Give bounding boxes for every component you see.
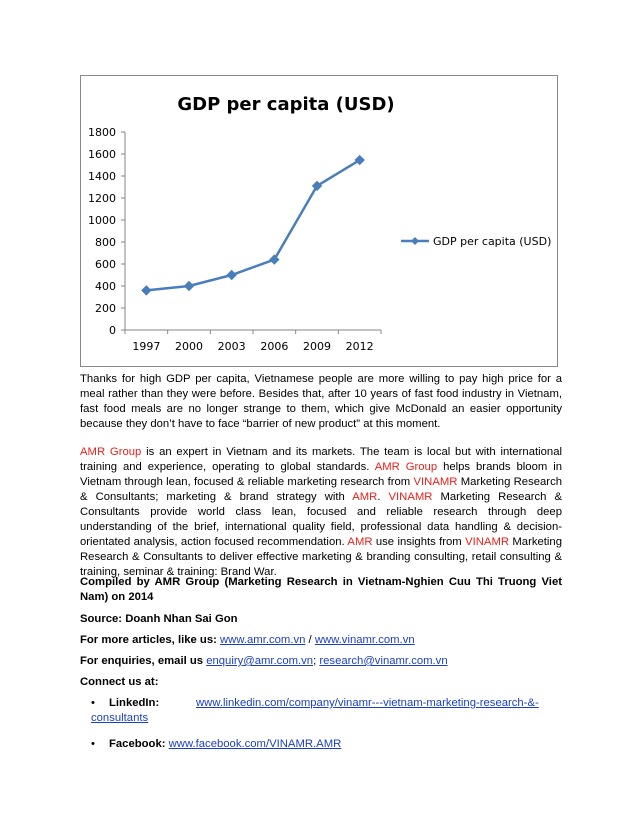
connect-heading: Connect us at: — [80, 676, 159, 688]
gdp-line-chart — [81, 76, 559, 368]
articles-line — [80, 633, 562, 648]
chart-title: GDP per capita (USD) — [177, 94, 395, 115]
facebook-item — [91, 737, 562, 752]
compiled-by: Compiled by AMR Group (Marketing Research in Vietnam-Nghien Cuu Thi Truong Viet Nam) on 2014 — [80, 576, 562, 603]
research-email-link[interactable]: research@vinamr.com.vn — [319, 655, 448, 667]
y-tick-label: 1400 — [88, 170, 116, 183]
linkedin-link[interactable]: www.linkedin.com/company/vinamr---vietnam-marketing-research-&- — [196, 697, 539, 709]
y-tick-label: 400 — [95, 280, 116, 293]
enquiry-email-link[interactable]: enquiry@amr.com.vn — [206, 655, 314, 667]
paragraph-text: is an expert in Vietnam and its markets. The team is local but with international training and experience, operating to global standards. — [80, 446, 562, 473]
y-tick-label: 1600 — [88, 148, 116, 161]
y-tick-label: 800 — [95, 236, 116, 249]
legend-label: GDP per capita (USD) — [433, 235, 552, 248]
amr-highlight: AMR — [347, 536, 373, 548]
data-point-marker — [227, 271, 236, 280]
enquiries-line — [80, 654, 562, 669]
chart-container — [80, 75, 558, 367]
paragraph-gdp-intro: Thanks for high GDP per capita, Vietnamese people are more willing to pay high price for a meal rather than they were before. Besides that, after 10 years of fast food industry in Vietnam, fast food meals are no longer strange to them, which give McDonald an easier opportunity because they don’t have to face “barrier of new product” at this moment. — [80, 373, 562, 430]
paragraph-amr-group — [80, 445, 562, 580]
data-point-marker — [185, 282, 194, 291]
legend-marker — [411, 237, 419, 245]
data-point-marker — [142, 286, 151, 295]
linkedin-item — [91, 696, 562, 726]
x-tick-label: 2003 — [217, 340, 246, 353]
vinamr-highlight: VINAMR — [413, 476, 458, 488]
vinamr-highlight: VINAMR — [465, 536, 510, 548]
x-tick-label: 1997 — [132, 340, 161, 353]
facebook-link[interactable]: www.facebook.com/VINAMR.AMR — [168, 738, 342, 750]
y-tick-label: 600 — [95, 258, 116, 271]
paragraph-text: helps brands bloom in Vietnam through lean, focused & reliable marketing research from — [80, 461, 563, 488]
enquiries-label: For enquiries, email us — [80, 655, 207, 667]
facebook-label: Facebook: — [109, 738, 169, 750]
source-line: Source: Doanh Nhan Sai Gon — [80, 613, 238, 625]
email-separator: ; — [313, 655, 320, 667]
bullet-icon: • — [91, 738, 95, 750]
paragraph-text: . — [377, 491, 389, 503]
amr-highlight: AMR Group — [80, 446, 142, 458]
x-tick-label: 2009 — [303, 340, 331, 353]
paragraph-text: Marketing Research & Consultants to deliver effective marketing & branding consulting, retail consulting & training, seminar & training: Brand War. — [80, 536, 562, 578]
amr-highlight: AMR Group — [374, 461, 438, 473]
y-tick-label: 1800 — [88, 126, 116, 139]
vinamr-highlight: VINAMR — [388, 491, 433, 503]
series-line — [146, 160, 359, 290]
x-tick-label: 2000 — [175, 340, 203, 353]
linkedin-link-continued[interactable]: consultants — [91, 712, 149, 724]
link-separator: / — [305, 634, 315, 646]
amr-website-link[interactable]: www.amr.com.vn — [220, 634, 306, 646]
articles-label: For more articles, like us: — [80, 634, 221, 646]
y-tick-label: 0 — [109, 324, 116, 337]
paragraph-text: Marketing Research & Consultants; marketing & brand strategy with — [80, 476, 563, 503]
paragraph-text: use insights from — [372, 536, 466, 548]
bullet-icon: • — [91, 697, 95, 709]
vinamr-website-link[interactable]: www.vinamr.com.vn — [314, 634, 415, 646]
y-tick-label: 200 — [95, 302, 116, 315]
x-tick-label: 2006 — [260, 340, 289, 353]
y-tick-label: 1200 — [88, 192, 116, 205]
paragraph-text: Marketing Research & Consultants provide world class lean, focused and reliable research through deep understanding of the brief, international quality field, professional data handling & decision-orientated analysis, action focused recommendation. — [80, 491, 563, 548]
y-tick-label: 1000 — [88, 214, 116, 227]
x-tick-label: 2012 — [345, 340, 374, 353]
amr-highlight: AMR — [352, 491, 378, 503]
linkedin-label: LinkedIn: — [109, 697, 160, 709]
